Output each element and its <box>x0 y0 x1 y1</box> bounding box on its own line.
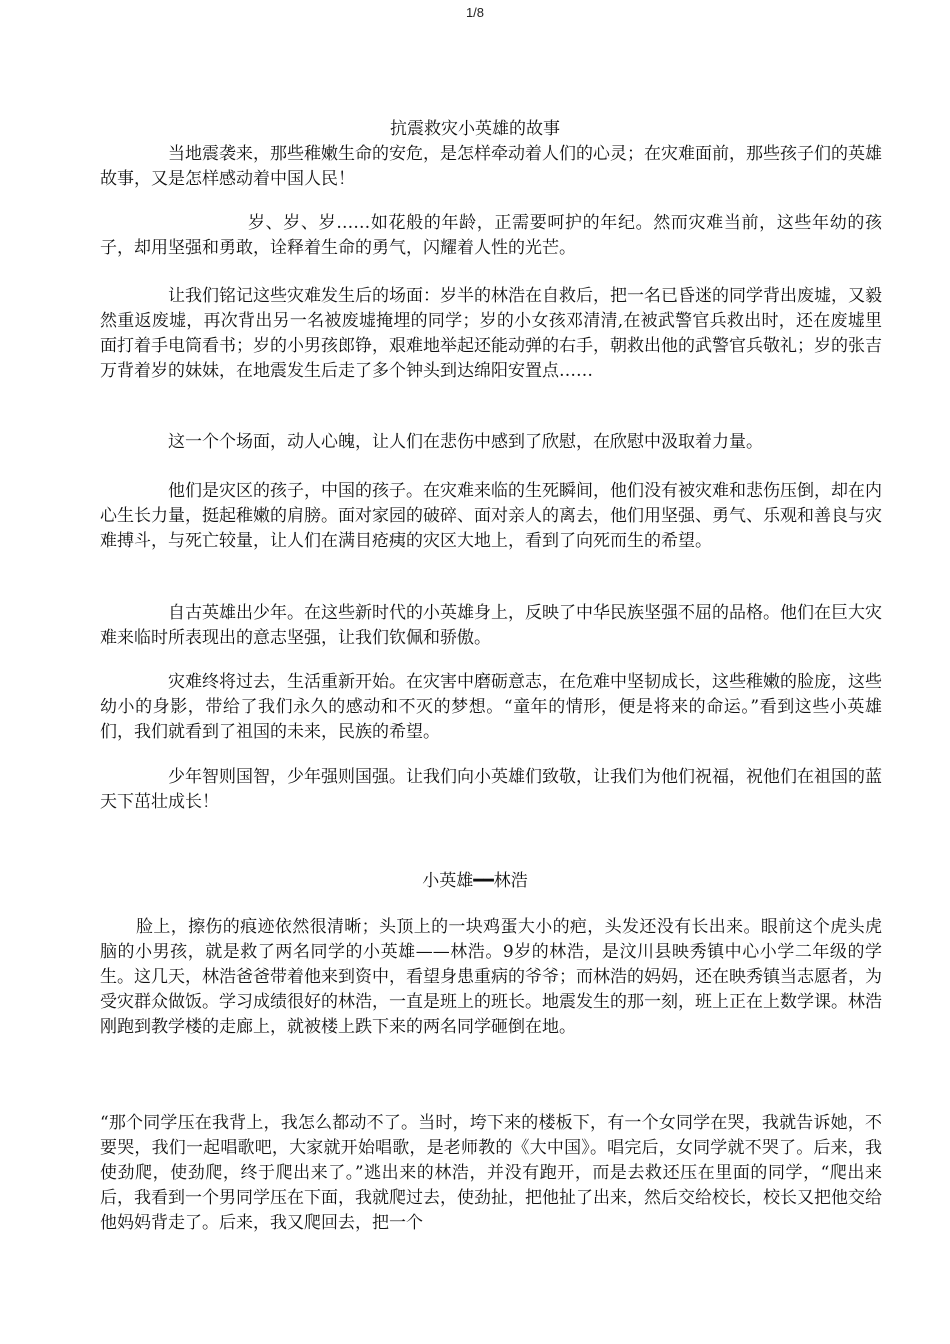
paragraph-moving: 这一个个场面，动人心魄，让人们在悲伤中感到了欣慰，在欣慰中汲取着力量。 <box>168 432 763 452</box>
paragraph-future: 灾难终将过去，生活重新开始。在灾害中磨砺意志，在危难中坚韧成长，这些稚嫩的脸庞，这些幼小的身影，带给了我们永久的感动和不灭的梦想。“童年的情形，便是将来的命运。”看到这些小英雄们，我们就看到了祖国的未来，民族的希望。 <box>100 672 882 742</box>
section-title: 小英雄━━林浩 <box>422 871 528 891</box>
paragraph-age: 岁、岁、岁……如花般的年龄，正需要呵护的年纪。然而灾难当前，这些年幼的孩子，却用坚强和勇敢，诠释着生命的勇气，闪耀着人性的光芒。 <box>100 213 882 258</box>
paragraph-scenes: 让我们铭记这些灾难发生后的场面：岁半的林浩在自救后，把一名已昏迷的同学背出废墟，又毅然重返废墟，再次背出另一名被废墟掩埋的同学；岁的小女孩邓清清,在被武警官兵救出时，还在废墟里面打着手电筒看书；岁的小男孩郎铮，艰难地举起还能动弹的右手，朝救出他的武警官兵敬礼；岁的张吉万背着岁的妹妹，在地震发生后走了多个钟头到达绵阳安置点…… <box>100 286 882 381</box>
paragraph-heroes: 自古英雄出少年。在这些新时代的小英雄身上，反映了中华民族坚强不屈的品格。他们在巨大灾难来临时所表现出的意志坚强，让我们钦佩和骄傲。 <box>100 603 882 648</box>
page-number: 1/8 <box>465 5 485 20</box>
document-title: 抗震救灾小英雄的故事 <box>390 119 560 139</box>
paragraph-linhao-1: 脸上，擦伤的痕迹依然很清晰；头顶上的一块鸡蛋大小的疤，头发还没有长出来。眼前这个虎头虎脑的小男孩，就是救了两名同学的小英雄——林浩。9岁的林浩，是汶川县映秀镇中心小学二年级的学生。这几天，林浩爸爸带着他来到资中，看望身患重病的爷爷；而林浩的妈妈，还在映秀镇当志愿者，为受灾群众做饭。学习成绩很好的林浩，一直是班上的班长。地震发生的那一刻，班上正在上数学课。林浩刚跑到教学楼的走廊上，就被楼上跌下来的两名同学砸倒在地。 <box>100 917 882 1037</box>
paragraph-children: 他们是灾区的孩子，中国的孩子。在灾难来临的生死瞬间，他们没有被灾难和悲伤压倒，却在内心生长力量，挺起稚嫩的肩膀。面对家园的破碎、面对亲人的离去，他们用坚强、勇气、乐观和善良与灾难搏斗，与死亡较量，让人们在满目疮痍的灾区大地上，看到了向死而生的希望。 <box>100 481 882 551</box>
paragraph-intro: 当地震袭来，那些稚嫩生命的安危，是怎样牵动着人们的心灵；在灾难面前，那些孩子们的英雄故事，又是怎样感动着中国人民！ <box>100 144 882 189</box>
paragraph-linhao-2: “那个同学压在我背上，我怎么都动不了。当时，垮下来的楼板下，有一个女同学在哭，我就告诉她，不要哭，我们一起唱歌吧，大家就开始唱歌，是老师教的《大中国》。唱完后，女同学就不哭了。后来，我使劲爬，使劲爬，终于爬出来了。”逃出来的林浩，并没有跑开，而是去救还压在里面的同学，“爬出来后，我看到一个男同学压在下面，我就爬过去，使劲扯，把他扯了出来，然后交给校长，校长又把他交给他妈妈背走了。后来，我又爬回去，把一个 <box>100 1113 882 1233</box>
paragraph-salute: 少年智则国智，少年强则国强。让我们向小英雄们致敬，让我们为他们祝福，祝他们在祖国的蓝天下茁壮成长！ <box>100 767 882 812</box>
